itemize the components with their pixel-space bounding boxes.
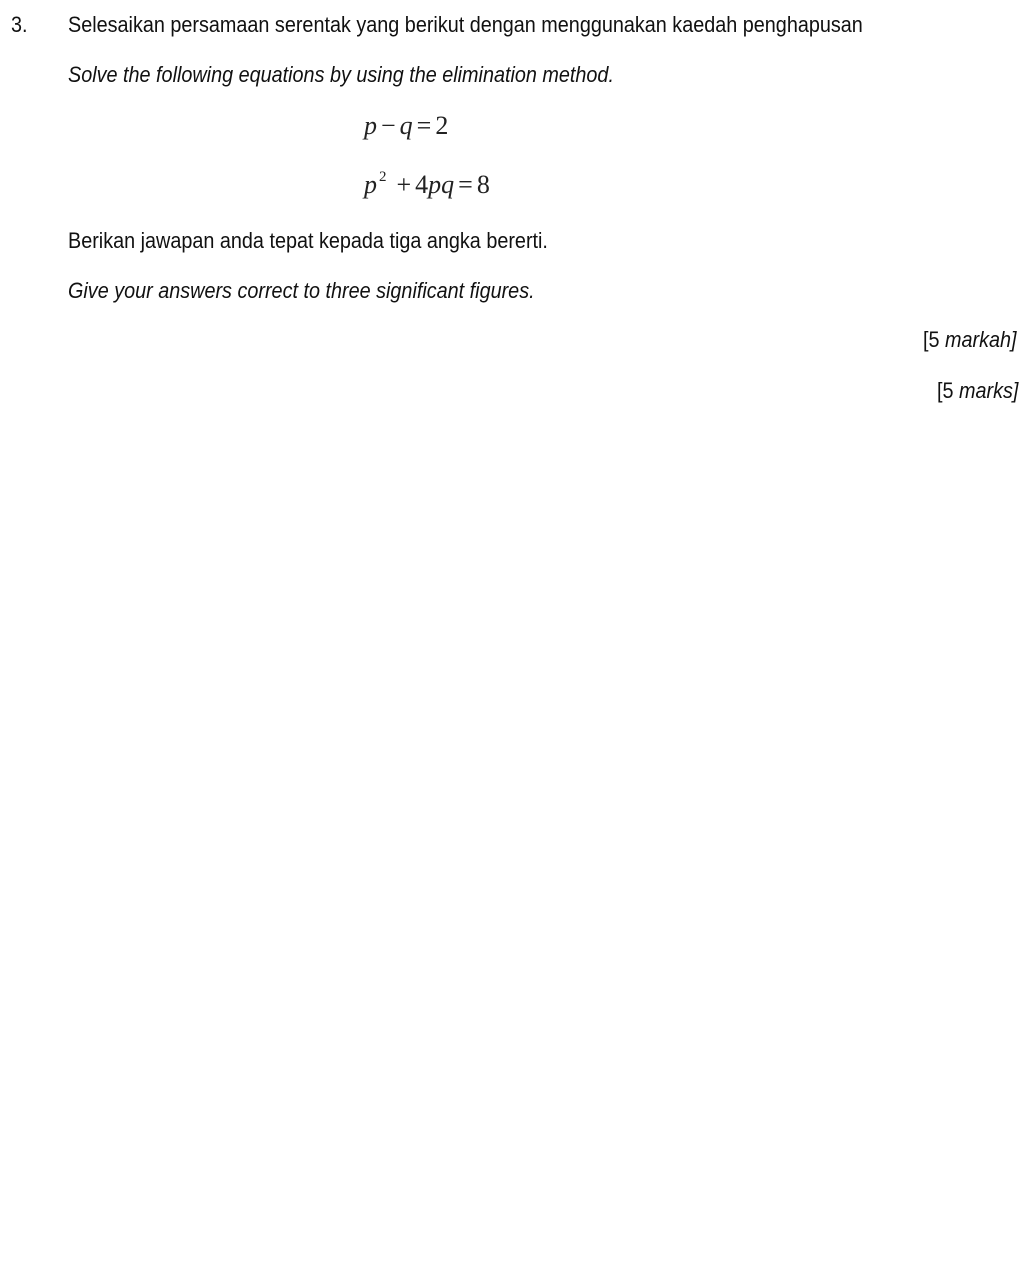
equation-2-rhs: 8 bbox=[476, 170, 490, 199]
equation-1-var-q: q bbox=[399, 111, 413, 140]
equation-1-var-p: p bbox=[364, 111, 377, 140]
equation-2-exponent: 2 bbox=[379, 169, 387, 185]
instruction-english: Give your answers correct to three significant figures. bbox=[68, 278, 535, 303]
equation-1-equals: = bbox=[416, 111, 432, 140]
marks-label-english bbox=[937, 376, 1018, 406]
marks-malay-unit: markah] bbox=[945, 327, 1017, 352]
marks-english-unit: marks] bbox=[959, 378, 1019, 403]
instruction-malay: Berikan jawapan anda tepat kepada tiga angka bererti. bbox=[68, 228, 548, 253]
marks-label-malay bbox=[923, 325, 1017, 355]
marks-malay-count: [5 bbox=[923, 327, 946, 352]
equation-1-rhs: 2 bbox=[435, 111, 449, 140]
equation-2-var-pq: pq bbox=[428, 170, 455, 199]
marks-english-count: [5 bbox=[937, 378, 960, 403]
question-text-malay: Selesaikan persamaan serentak yang berikut dengan menggunakan kaedah penghapusan bbox=[68, 12, 863, 37]
equation-1-minus: − bbox=[381, 111, 396, 140]
equation-2-equals: = bbox=[458, 170, 473, 199]
equation-2-coefficient: 4 bbox=[415, 170, 429, 199]
equation-2-plus: + bbox=[396, 170, 412, 199]
equation-2 bbox=[364, 169, 490, 201]
equation-2-var-p: p bbox=[364, 170, 377, 199]
question-text-english: Solve the following equations by using the elimination method. bbox=[68, 62, 614, 87]
equation-1 bbox=[364, 110, 448, 142]
question-number: 3. bbox=[11, 12, 28, 37]
